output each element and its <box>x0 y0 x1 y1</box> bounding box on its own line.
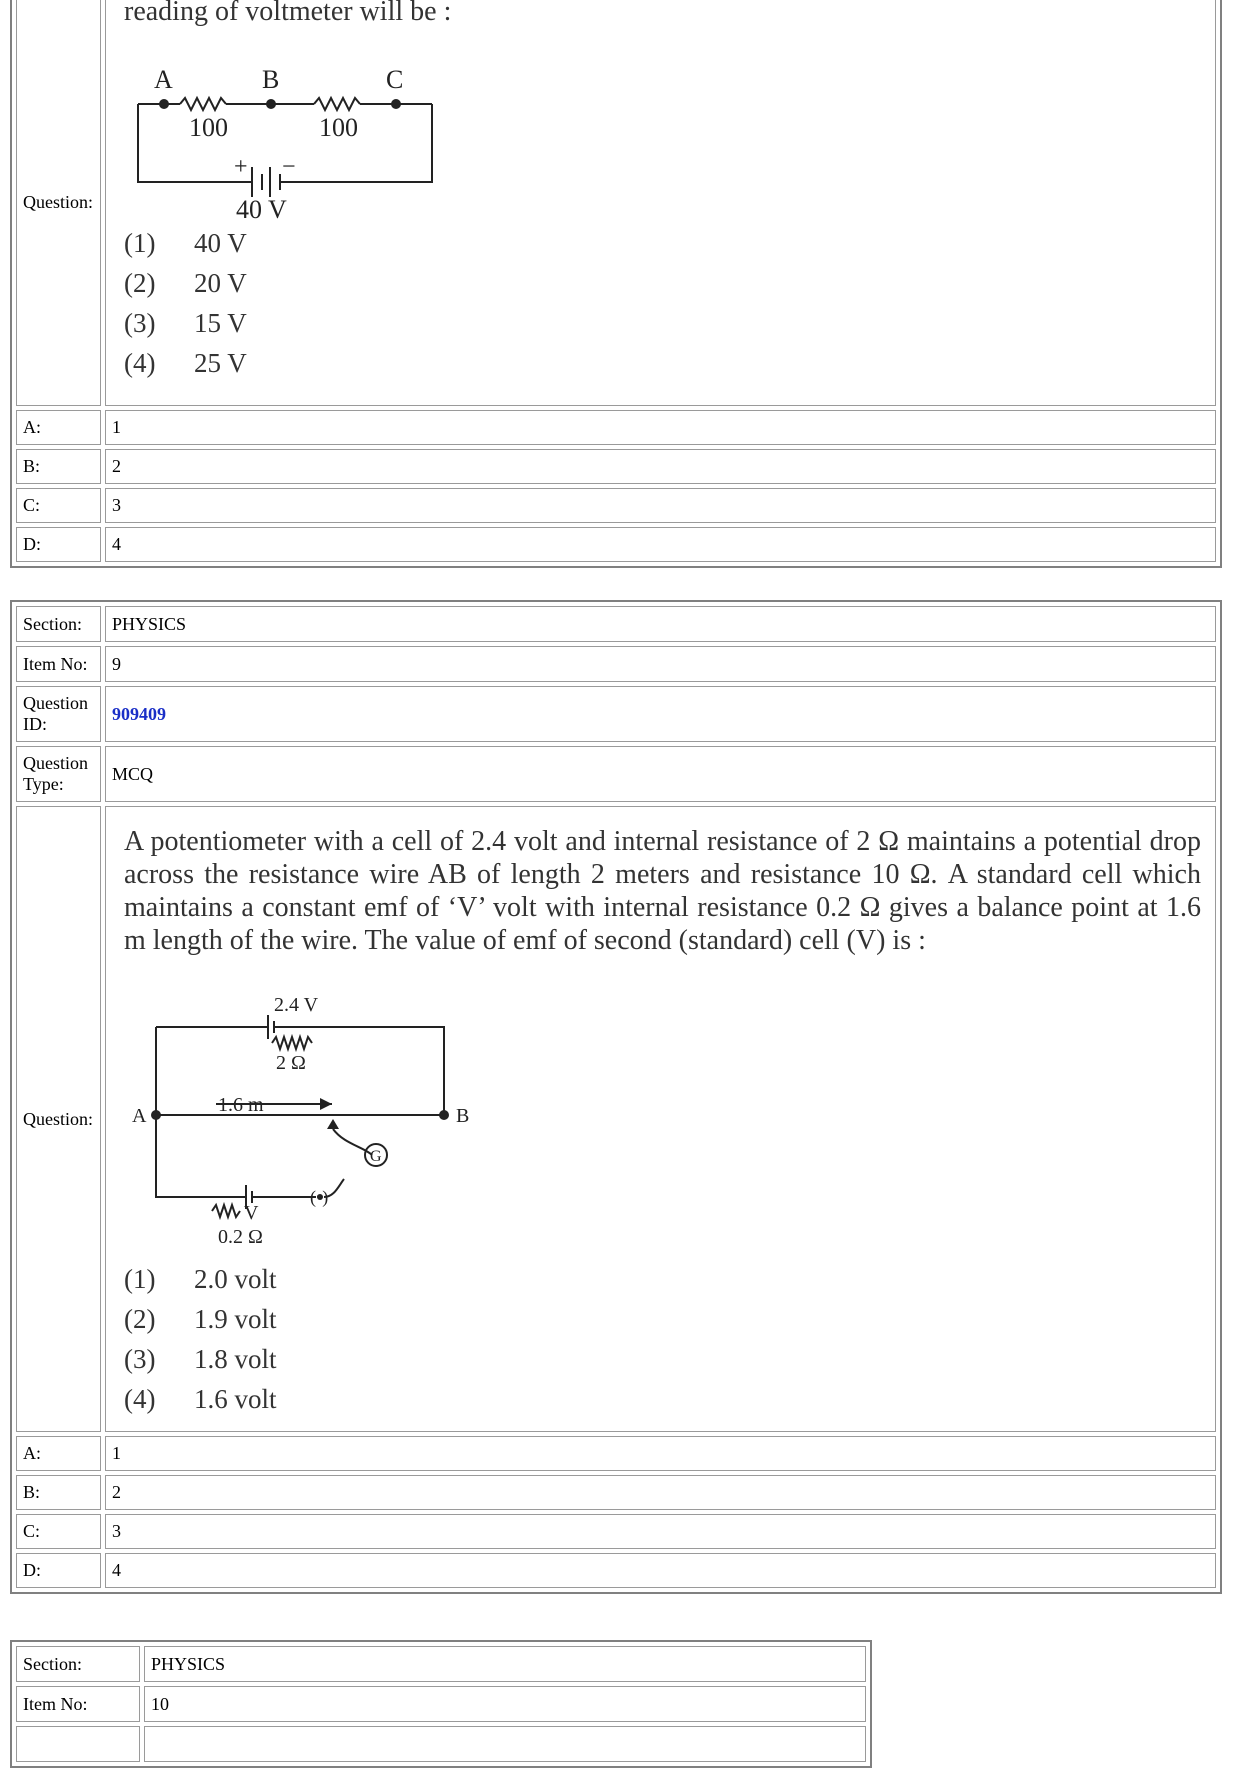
key-symbol: (•) <box>310 1187 329 1207</box>
answer-d-label: D: <box>16 527 101 562</box>
answer-a-label: A: <box>16 1436 101 1471</box>
answer-b-value: 2 <box>105 1475 1216 1510</box>
answer-c-value: 3 <box>105 488 1216 523</box>
question-content <box>105 806 1216 1432</box>
node-c-label: C <box>386 65 404 94</box>
question-content <box>105 0 1216 406</box>
answer-a-label: A: <box>16 410 101 445</box>
node-a-label: A <box>154 65 173 94</box>
question-stem: reading of voltmeter will be : <box>124 0 452 27</box>
answer-a-value: 1 <box>105 410 1216 445</box>
option-1: (1) 40 V <box>124 228 247 258</box>
answer-c-label: C: <box>16 488 101 523</box>
battery-voltage-label: 40 V <box>236 195 287 224</box>
option-2: (2) 20 V <box>124 268 247 298</box>
answer-d-value: 4 <box>105 1553 1216 1588</box>
option-1: (1) 2.0 volt <box>124 1264 277 1294</box>
standard-cell-emf-label: V <box>244 1202 259 1224</box>
question-id-value: 909409 <box>105 686 1216 742</box>
section-label: Section: <box>16 1646 140 1682</box>
section-label: Section: <box>16 606 101 642</box>
node-b-label: B <box>456 1105 470 1127</box>
potentiometer-circuit <box>124 969 524 1259</box>
galvanometer-label: G <box>370 1148 382 1165</box>
item-no-label: Item No: <box>16 1686 140 1722</box>
section-value: PHYSICS <box>105 606 1216 642</box>
question-table-8 <box>10 0 1222 568</box>
battery-minus-sign: − <box>282 154 296 180</box>
answer-c-label: C: <box>16 1514 101 1549</box>
balance-length-label: 1.6 m <box>218 1094 264 1116</box>
option-4: (4) 25 V <box>124 348 247 378</box>
item-no-value: 10 <box>144 1686 866 1722</box>
node-a-label: A <box>132 1105 147 1127</box>
option-3: (3) 15 V <box>124 308 247 338</box>
answer-a-value: 1 <box>105 1436 1216 1471</box>
item-no-value: 9 <box>105 646 1216 682</box>
option-3: (3) 1.8 volt <box>124 1344 277 1374</box>
driver-cell-resistance-label: 2 Ω <box>276 1052 306 1074</box>
resistor-2-label: 100 <box>319 113 358 142</box>
question-type-label: Question Type: <box>16 746 101 802</box>
battery-plus-sign: + <box>234 154 248 180</box>
answer-d-value: 4 <box>105 527 1216 562</box>
series-resistor-circuit <box>124 32 504 224</box>
section-value: PHYSICS <box>144 1646 866 1682</box>
option-2: (2) 1.9 volt <box>124 1304 277 1334</box>
options-list <box>124 223 1215 383</box>
answer-b-label: B: <box>16 1475 101 1510</box>
answer-b-value: 2 <box>105 449 1216 484</box>
question-id-label: Question ID: <box>16 686 101 742</box>
answer-d-label: D: <box>16 1553 101 1588</box>
question-stem: A potentiometer with a cell of 2.4 volt and internal resistance of 2 Ω maintains a potential drop across the resistance wire AB of length 2 meters and resistance 10 Ω. A standard cell which maintains a constant emf of ‘V’ volt with internal resistance 0.2 Ω gives a balance point at 1.6 m length of the wire. The value of emf of second (standard) cell (V) is : <box>124 826 1201 956</box>
option-4: (4) 1.6 volt <box>124 1384 277 1414</box>
question-label: Question: <box>16 0 101 406</box>
question-label: Question: <box>16 806 101 1432</box>
options-list <box>124 1259 1201 1419</box>
next-row-label <box>16 1726 140 1762</box>
next-row-value <box>144 1726 866 1762</box>
question-table-10 <box>10 1640 872 1768</box>
driver-cell-emf-label: 2.4 V <box>274 994 319 1016</box>
question-table-9 <box>10 600 1222 1594</box>
answer-c-value: 3 <box>105 1514 1216 1549</box>
resistor-1-label: 100 <box>189 113 228 142</box>
standard-cell-resistance-label: 0.2 Ω <box>218 1226 263 1248</box>
node-b-label: B <box>262 65 280 94</box>
item-no-label: Item No: <box>16 646 101 682</box>
answer-b-label: B: <box>16 449 101 484</box>
question-type-value: MCQ <box>105 746 1216 802</box>
